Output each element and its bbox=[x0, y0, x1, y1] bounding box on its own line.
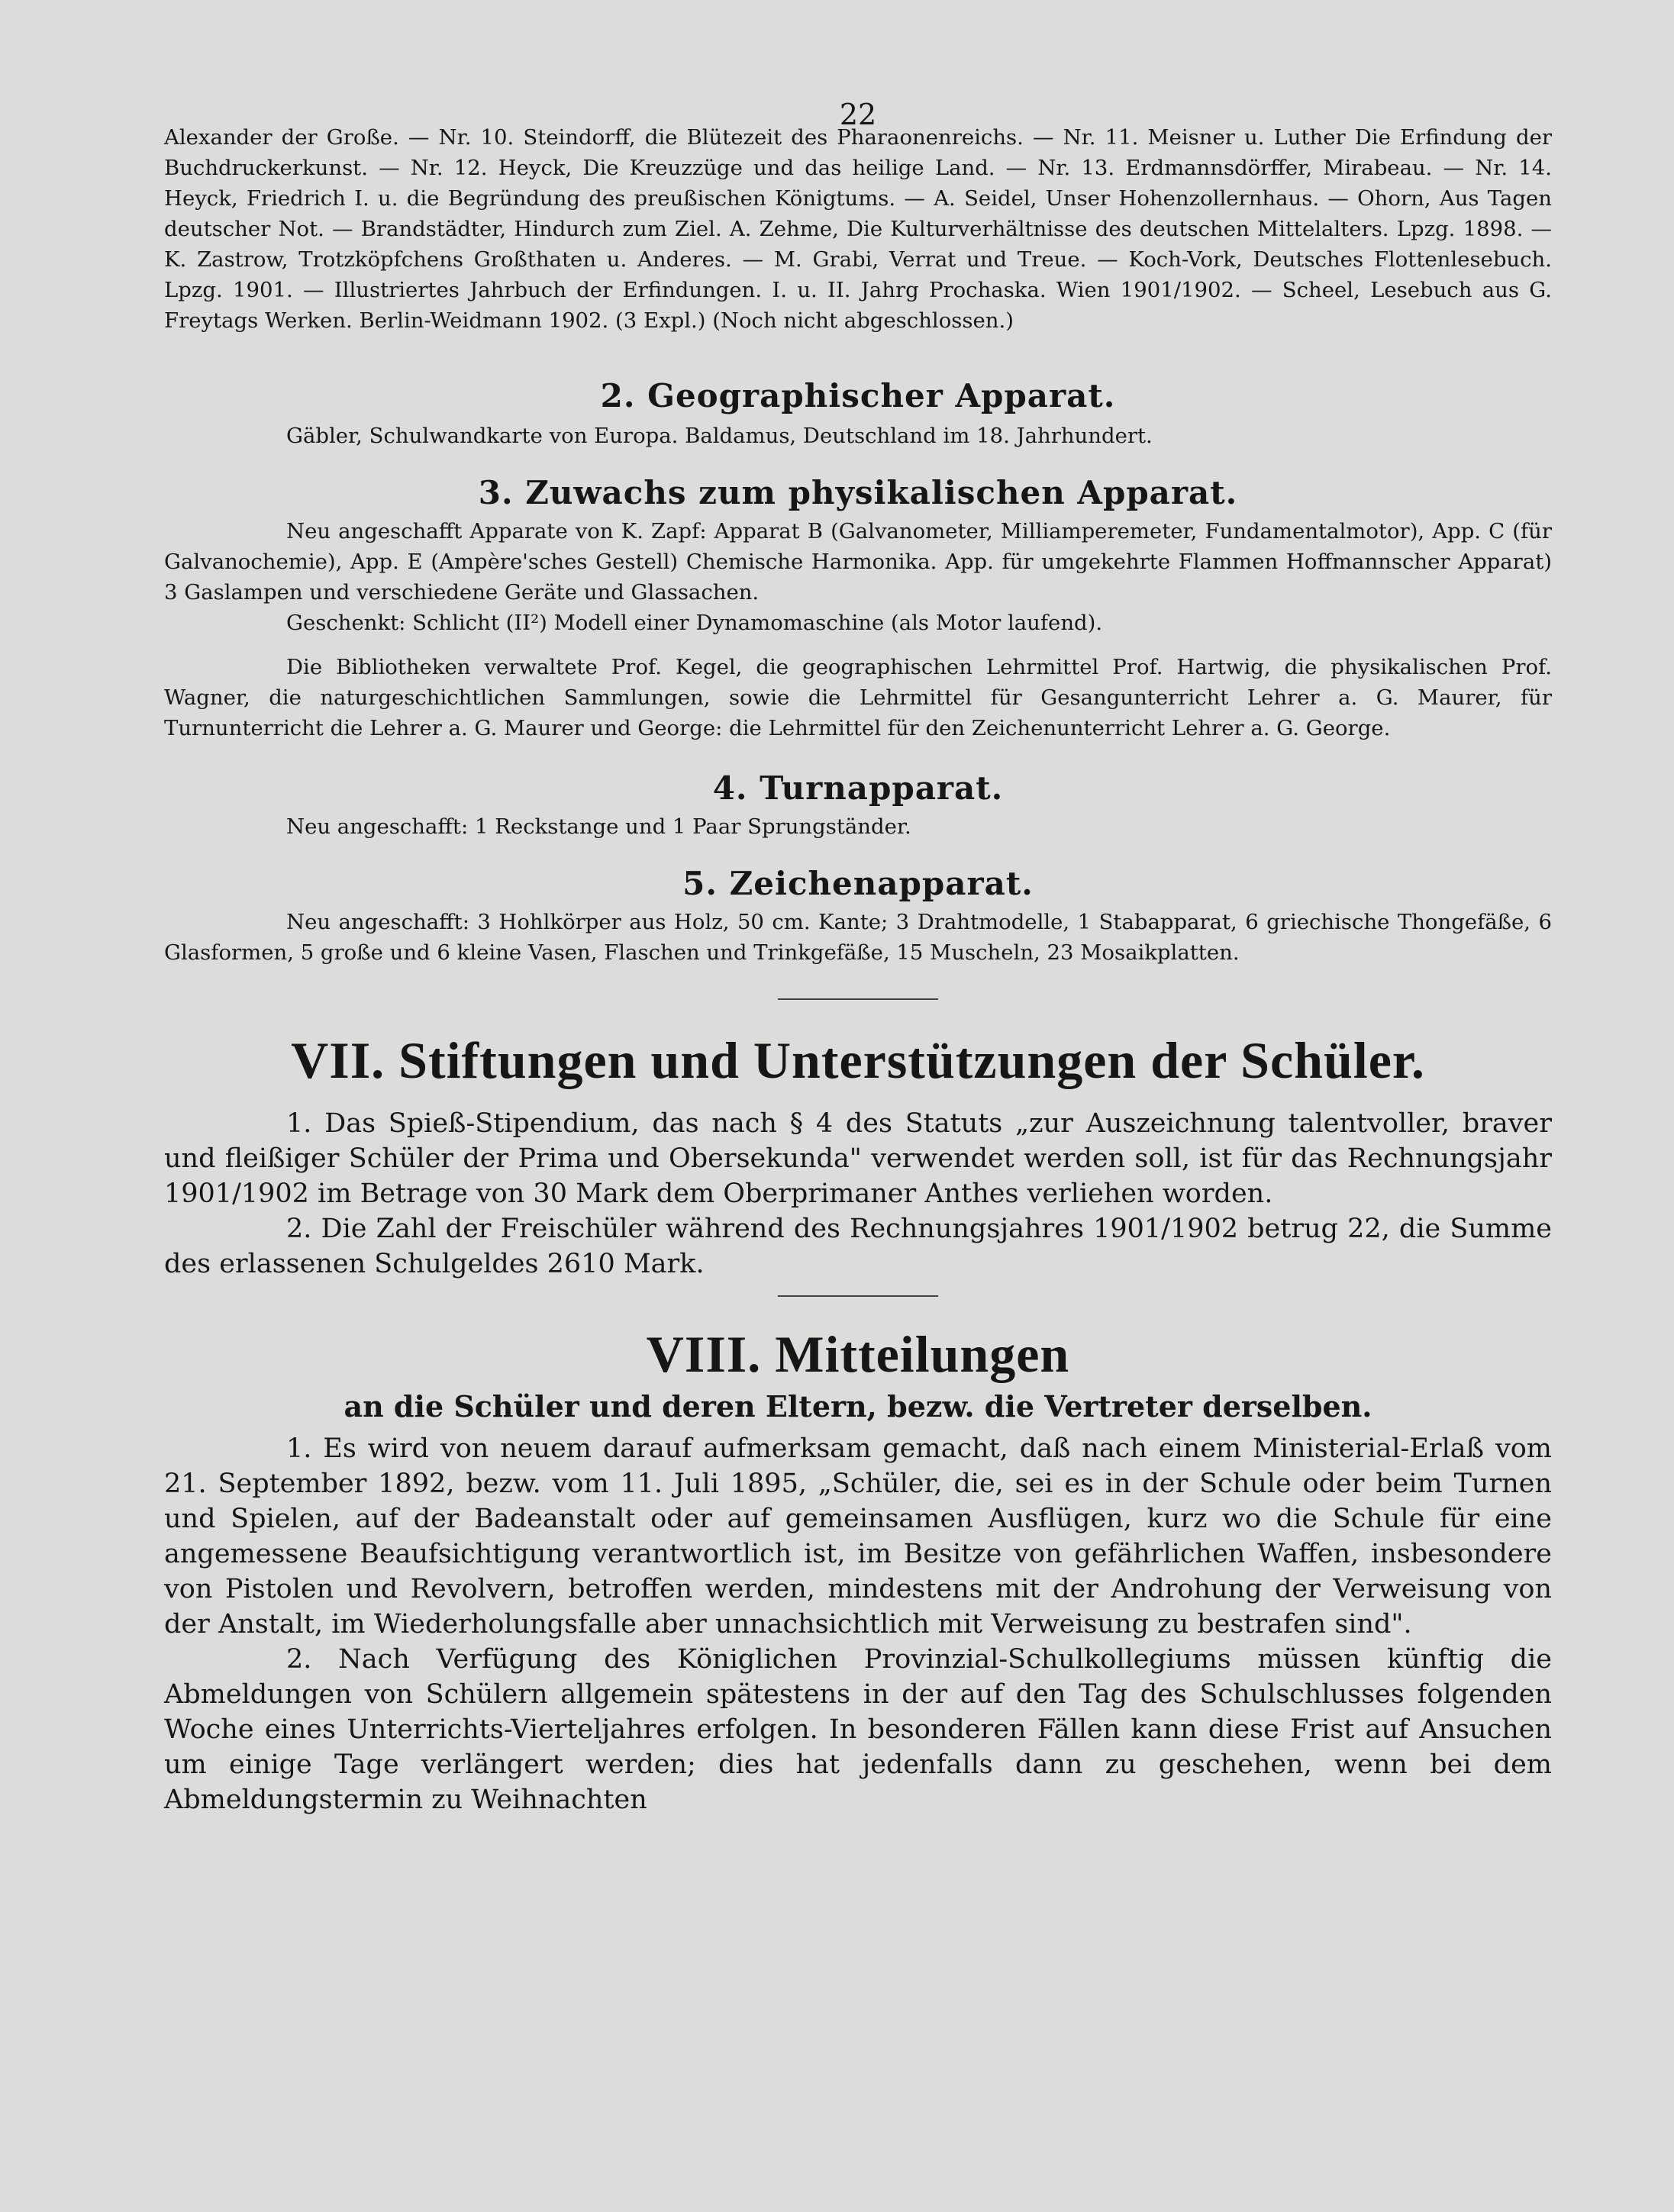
turnapparat-text: Neu angeschafft: 1 Reckstange und 1 Paar Sprungständer. bbox=[286, 814, 911, 839]
booklist-paragraph: Alexander der Große. — Nr. 10. Steindorff, die Blütezeit des Pharaonenreichs. — Nr. 11. Meisner u. Luther Die Erfindung der Buchdruckerkunst. — Nr. 12. Heyck, Die Kreuzzüge und das heilige Land. — Nr. 13. Erdmannsdörffer, Mirabeau. — Nr. 14. Heyck, Friedrich I. u. die Begründung des preußischen Königtums. — A. Seidel, Unser Hohenzollernhaus. — Ohorn, Aus Tagen deutscher Not. — Brandstädter, Hindurch zum Ziel. A. Zehme, Die Kulturverhältnisse des deutschen Mittelalters. Lpzg. 1898. — K. Zastrow, Trotzköpfchens Großthaten u. Anderes. — M. Grabi, Verrat und Treue. — Koch-Vork, Deutsches Flottenlesebuch. Lpzg. 1901. — Illustriertes Jahrbuch der Erfindungen. I. u. II. Jahrg Prochaska. Wien 1901/1902. — Scheel, Lesebuch aus G. Freytags Werken. Berlin-Weidmann 1902. (3 Expl.) (Noch nicht abgeschlossen.) bbox=[164, 125, 1552, 333]
page-number: 22 bbox=[839, 98, 877, 131]
heading-stiftungen: VII. Stiftungen und Unterstützungen der Schüler. bbox=[291, 1031, 1425, 1089]
heading-geographischer-apparat: 2. Geographischer Apparat. bbox=[600, 377, 1116, 414]
mitteilungen-subheading: an die Schüler und deren Eltern, bezw. die Vertreter derselben. bbox=[344, 1389, 1372, 1424]
heading-turnapparat: 4. Turnapparat. bbox=[712, 769, 1004, 807]
mitteilungen-paragraph-1: 1. Es wird von neuem darauf aufmerksam gemacht, daß nach einem Ministerial-Erlaß vom 21. September 1892, bezw. vom 11. Juli 1895, „Schüler, die, sei es in der Schule oder beim Turnen und Spielen, auf der Badeanstalt oder auf gemeinsamen Ausflügen, kurz wo die Schule für eine angemessene Beaufsichtigung verantwortlich ist, im Besitze von gefährlichen Waffen, insbesondere von Pistolen und Revolvern, betroffen werden, mindestens mit der Androhung der Verweisung von der Anstalt, im Wiederholungsfalle aber unnachsichtlich mit Verweisung zu bestrafen sind". bbox=[164, 1433, 1552, 1640]
heading-mitteilungen: VIII. Mitteilungen bbox=[646, 1325, 1070, 1383]
heading-zeichenapparat: 5. Zeichenapparat. bbox=[682, 865, 1034, 902]
geographischer-apparat-text: Gäbler, Schulwandkarte von Europa. Baldamus, Deutschland im 18. Jahrhundert. bbox=[286, 424, 1153, 448]
collections-administration-text: Die Bibliotheken verwaltete Prof. Kegel, die geographischen Lehrmittel Prof. Hartwig, die physikalischen Prof. Wagner, die naturgeschichtlichen Sammlungen, sowie die Lehrmittel für Gesangunterricht Lehrer a. G. Maurer, für Turnunterricht die Lehrer a. G. Maurer und George: die Lehrmittel für den Zeichenunterricht Lehrer a. G. George. bbox=[164, 655, 1552, 740]
physikalischer-apparat-gift: Geschenkt: Schlicht (II²) Modell einer Dynamomaschine (als Motor laufend). bbox=[286, 611, 1103, 635]
physikalischer-apparat-text: Neu angeschafft Apparate von K. Zapf: Apparat B (Galvanometer, Milliamperemeter, Fundamentalmotor), App. C (für Galvanochemie), App. E (Ampère'sches Gestell) Chemische Harmonika. App. für umgekehrte Flammen Hoffmannscher Apparat) 3 Gaslampen und verschiedene Geräte und Glassachen. bbox=[164, 519, 1552, 605]
zeichenapparat-text: Neu angeschafft: 3 Hohlkörper aus Holz, 50 cm. Kante; 3 Drahtmodelle, 1 Stabapparat, 6 griechische Thongefäße, 6 Glasformen, 5 große und 6 kleine Vasen, Flaschen und Trinkgefäße, 15 Muscheln, 23 Mosaikplatten. bbox=[164, 910, 1552, 965]
heading-physikalischer-apparat: 3. Zuwachs zum physikalischen Apparat. bbox=[478, 474, 1238, 511]
stiftungen-paragraph-1: 1. Das Spieß-Stipendium, das nach § 4 des Statuts „zur Auszeichnung talentvoller, braver und fleißiger Schüler der Prima und Obersekunda" verwendet werden soll, ist für das Rechnungsjahr 1901/1902 im Betrage von 30 Mark dem Oberprimaner Anthes verliehen worden. bbox=[164, 1108, 1552, 1209]
stiftungen-paragraph-2: 2. Die Zahl der Freischüler während des Rechnungsjahres 1901/1902 betrug 22, die Summe des erlassenen Schulgeldes 2610 Mark. bbox=[164, 1214, 1552, 1279]
mitteilungen-paragraph-2: 2. Nach Verfügung des Königlichen Provinzial-Schulkollegiums müssen künftig die Abmeldungen von Schülern allgemein spätestens in der auf den Tag des Schulschlusses folgenden Woche eines Unterrichts-Vierteljahres erfolgen. In besonderen Fällen kann diese Frist auf Ansuchen um einige Tage verlängert werden; dies hat jedenfalls dann zu geschehen, wenn bei dem Abmeldungstermin zu Weihnachten bbox=[164, 1644, 1552, 1815]
